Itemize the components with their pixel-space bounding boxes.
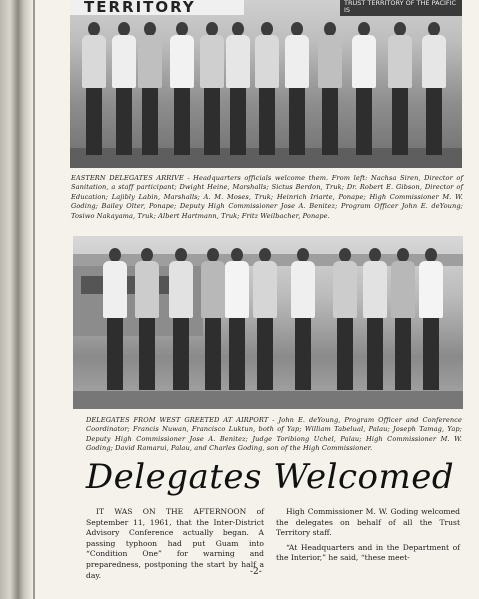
person-head (175, 248, 187, 262)
person-head (206, 22, 218, 36)
person-head (231, 248, 243, 262)
person-head (425, 248, 437, 262)
person-head (207, 248, 219, 262)
person-head (141, 248, 153, 262)
person-legs (257, 318, 273, 390)
person-torso (255, 35, 279, 88)
person-torso (333, 261, 357, 318)
person-torso (285, 35, 309, 88)
person-torso (225, 261, 249, 318)
person-legs (392, 88, 408, 155)
person-head (232, 22, 244, 36)
person-torso (135, 261, 159, 318)
person-head (261, 22, 273, 36)
person-torso (318, 35, 342, 88)
person-head (291, 22, 303, 36)
page-number: -2- (250, 567, 262, 577)
article-headline: Delegates Welcomed (85, 457, 455, 497)
photo-western-delegates (73, 236, 463, 409)
photo-eastern-delegates (70, 0, 462, 168)
binding-edge (0, 0, 33, 599)
person-torso (391, 261, 415, 318)
person-legs (356, 88, 372, 155)
photo1-caption: EASTERN DELEGATES ARRIVE - Headquarters officials welcome them. From left: Nachsa Siren, Director of Sanitation, a staff participant; Dwight Heine, Marshalls; Sictus Berdon, Truk; Dr. Robert E. Gibson, Director of Education; Lajibly Labin, Marshalls; A. M. Moses, Truk; Heinrich Iriarte, Ponape; High Commissioner M. W. Goding; Bailey Olter, Ponape; Deputy High Commissioner Jose A. Benitez; Program Officer John E. deYoung; Tosiwo Nakayama, Truk; Albert Hartmann, Truk; Fritz Weilbacher, Ponape. (71, 174, 463, 220)
person-torso (363, 261, 387, 318)
person-head (369, 248, 381, 262)
person-legs (116, 88, 132, 155)
page-edge (33, 0, 35, 599)
person-head (324, 22, 336, 36)
person-legs (205, 318, 221, 390)
person-head (358, 22, 370, 36)
person-legs (295, 318, 311, 390)
person-torso (82, 35, 106, 88)
person-legs (204, 88, 220, 155)
article-column-right (276, 507, 460, 568)
person-head (88, 22, 100, 36)
aircraft-sign: TERRITORY (70, 0, 244, 15)
person-legs (142, 88, 158, 155)
person-legs (337, 318, 353, 390)
person-head (339, 248, 351, 262)
person-legs (173, 318, 189, 390)
article-paragraph: “At Headquarters and in the Department of the Interior,” he said, “these meet- (276, 542, 460, 563)
ground (73, 391, 463, 409)
person-torso (138, 35, 162, 88)
person-torso (226, 35, 250, 88)
article-paragraph: High Commissioner M. W. Goding welcomed the delegates on behalf of all the Trust Territory staff. (276, 507, 460, 538)
person-head (297, 248, 309, 262)
person-torso (253, 261, 277, 318)
person-torso (388, 35, 412, 88)
person-head (176, 22, 188, 36)
person-legs (367, 318, 383, 390)
person-legs (107, 318, 123, 390)
person-legs (229, 318, 245, 390)
person-legs (174, 88, 190, 155)
person-legs (259, 88, 275, 155)
person-legs (423, 318, 439, 390)
person-head (109, 248, 121, 262)
person-torso (112, 35, 136, 88)
person-legs (395, 318, 411, 390)
person-torso (419, 261, 443, 318)
window (81, 276, 105, 294)
person-legs (139, 318, 155, 390)
person-torso (200, 35, 224, 88)
person-torso (103, 261, 127, 318)
person-head (397, 248, 409, 262)
person-head (259, 248, 271, 262)
person-legs (426, 88, 442, 155)
article-paragraph: IT WAS ON THE AFTERNOON of September 11, 1961, that the Inter-District Advisory Conference actually began. A passing typhoon had put Guam into “Condition One” for warning and preparedness, postponing the start by half a day. (86, 507, 264, 580)
person-torso (291, 261, 315, 318)
aircraft-sign-small: TRUST TERRITORY OF THE PACIFIC IS (340, 0, 462, 16)
person-torso (352, 35, 376, 88)
person-head (428, 22, 440, 36)
person-torso (422, 35, 446, 88)
person-head (118, 22, 130, 36)
person-legs (86, 88, 102, 155)
person-torso (201, 261, 225, 318)
person-head (394, 22, 406, 36)
person-legs (322, 88, 338, 155)
person-torso (170, 35, 194, 88)
person-head (144, 22, 156, 36)
person-legs (289, 88, 305, 155)
article-column-left (86, 507, 264, 585)
person-torso (169, 261, 193, 318)
photo2-caption: DELEGATES FROM WEST GREETED AT AIRPORT - John E. deYoung, Program Officer and Conference Coordinator; Francis Nuwan, Francisco Luktun, both of Yap; William Tabelual, Palau; Joseph Tamag, Yap; Deputy High Commissioner Jose A. Benitez; Judge Toribiong Uchel, Palau; High Commissioner M. W. Goding; David Ramarui, Palau, and Charles Goding, son of the High Commissioner. (86, 416, 462, 453)
person-legs (230, 88, 246, 155)
